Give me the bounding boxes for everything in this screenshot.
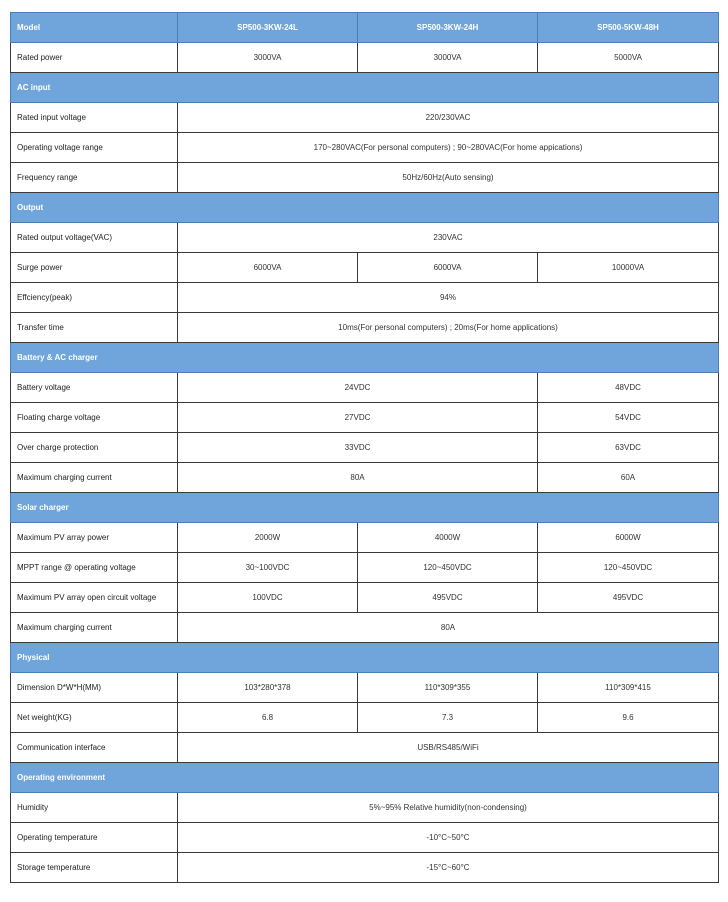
- spec-label: Battery voltage: [11, 373, 178, 403]
- spec-value: 4000W: [358, 523, 538, 553]
- spec-value: -15°C~60°C: [178, 853, 719, 883]
- spec-value: 63VDC: [538, 433, 719, 463]
- section-title: Solar charger: [11, 493, 719, 523]
- spec-label: Maximum charging current: [11, 463, 178, 493]
- spec-row: [11, 733, 719, 763]
- section-title: AC input: [11, 73, 719, 103]
- spec-label: Communication interface: [11, 733, 178, 763]
- spec-value: 80A: [178, 463, 538, 493]
- spec-row: [11, 43, 719, 73]
- spec-label: Transfer time: [11, 313, 178, 343]
- spec-value: 100VDC: [178, 583, 358, 613]
- spec-label: Rated output voltage(VAC): [11, 223, 178, 253]
- spec-row: [11, 163, 719, 193]
- spec-label: Operating temperature: [11, 823, 178, 853]
- spec-label: Humidity: [11, 793, 178, 823]
- spec-label: Over charge protection: [11, 433, 178, 463]
- spec-value: 2000W: [178, 523, 358, 553]
- section-header-row: [11, 343, 719, 373]
- section-header-row: [11, 643, 719, 673]
- spec-value: 220/230VAC: [178, 103, 719, 133]
- spec-value: 110*309*415: [538, 673, 719, 703]
- spec-row: [11, 823, 719, 853]
- spec-row: [11, 103, 719, 133]
- spec-label: Net weight(KG): [11, 703, 178, 733]
- model-name-2: SP500-3KW-24H: [358, 13, 538, 43]
- section-header-row: [11, 763, 719, 793]
- model-name-1: SP500-3KW-24L: [178, 13, 358, 43]
- spec-row: [11, 283, 719, 313]
- spec-value: 103*280*378: [178, 673, 358, 703]
- spec-row: [11, 853, 719, 883]
- spec-value: 3000VA: [178, 43, 358, 73]
- spec-value: USB/RS485/WiFi: [178, 733, 719, 763]
- spec-value: 6000VA: [178, 253, 358, 283]
- spec-label: Surge power: [11, 253, 178, 283]
- spec-value: 30~100VDC: [178, 553, 358, 583]
- spec-table-body: [11, 13, 719, 883]
- spec-label: MPPT range @ operating voltage: [11, 553, 178, 583]
- spec-row: [11, 523, 719, 553]
- spec-value: 7.3: [358, 703, 538, 733]
- spec-value: 48VDC: [538, 373, 719, 403]
- spec-row: [11, 583, 719, 613]
- spec-row: [11, 313, 719, 343]
- spec-row: [11, 433, 719, 463]
- spec-label: Rated power: [11, 43, 178, 73]
- spec-value: 54VDC: [538, 403, 719, 433]
- spec-label: Maximum charging current: [11, 613, 178, 643]
- model-header-label: Model: [11, 13, 178, 43]
- spec-label: Rated input voltage: [11, 103, 178, 133]
- spec-row: [11, 703, 719, 733]
- spec-label: Effciency(peak): [11, 283, 178, 313]
- spec-value: -10°C~50°C: [178, 823, 719, 853]
- spec-label: Dimension D*W*H(MM): [11, 673, 178, 703]
- spec-table: [10, 12, 719, 883]
- spec-row: [11, 613, 719, 643]
- spec-value: 27VDC: [178, 403, 538, 433]
- spec-value: 50Hz/60Hz(Auto sensing): [178, 163, 719, 193]
- spec-value: 94%: [178, 283, 719, 313]
- spec-row: [11, 253, 719, 283]
- section-header-row: [11, 193, 719, 223]
- spec-label: Storage temperature: [11, 853, 178, 883]
- spec-value: 495VDC: [538, 583, 719, 613]
- spec-label: Frequency range: [11, 163, 178, 193]
- spec-label: Floating charge voltage: [11, 403, 178, 433]
- spec-value: 33VDC: [178, 433, 538, 463]
- spec-value: 10000VA: [538, 253, 719, 283]
- section-title: Output: [11, 193, 719, 223]
- model-header-row: [11, 13, 719, 43]
- spec-value: 170~280VAC(For personal computers) ; 90~280VAC(For home appications): [178, 133, 719, 163]
- model-name-3: SP500-5KW-48H: [538, 13, 719, 43]
- spec-row: [11, 673, 719, 703]
- spec-value: 5000VA: [538, 43, 719, 73]
- spec-label: Operating voltage range: [11, 133, 178, 163]
- spec-value: 110*309*355: [358, 673, 538, 703]
- spec-value: 6.8: [178, 703, 358, 733]
- spec-value: 24VDC: [178, 373, 538, 403]
- spec-value: 5%~95% Relative humidity(non-condensing): [178, 793, 719, 823]
- spec-value: 9.6: [538, 703, 719, 733]
- spec-row: [11, 793, 719, 823]
- spec-row: [11, 223, 719, 253]
- spec-value: 230VAC: [178, 223, 719, 253]
- spec-value: 120~450VDC: [358, 553, 538, 583]
- spec-value: 3000VA: [358, 43, 538, 73]
- spec-row: [11, 553, 719, 583]
- spec-value: 495VDC: [358, 583, 538, 613]
- spec-label: Maximum PV array power: [11, 523, 178, 553]
- spec-row: [11, 373, 719, 403]
- section-header-row: [11, 493, 719, 523]
- spec-value: 6000VA: [358, 253, 538, 283]
- spec-label: Maximum PV array open circuit voltage: [11, 583, 178, 613]
- section-title: Operating environment: [11, 763, 719, 793]
- spec-value: 6000W: [538, 523, 719, 553]
- spec-value: 120~450VDC: [538, 553, 719, 583]
- spec-value: 80A: [178, 613, 719, 643]
- spec-row: [11, 403, 719, 433]
- section-title: Physical: [11, 643, 719, 673]
- spec-value: 10ms(For personal computers) ; 20ms(For home applications): [178, 313, 719, 343]
- spec-value: 60A: [538, 463, 719, 493]
- section-header-row: [11, 73, 719, 103]
- spec-row: [11, 463, 719, 493]
- section-title: Battery & AC charger: [11, 343, 719, 373]
- spec-row: [11, 133, 719, 163]
